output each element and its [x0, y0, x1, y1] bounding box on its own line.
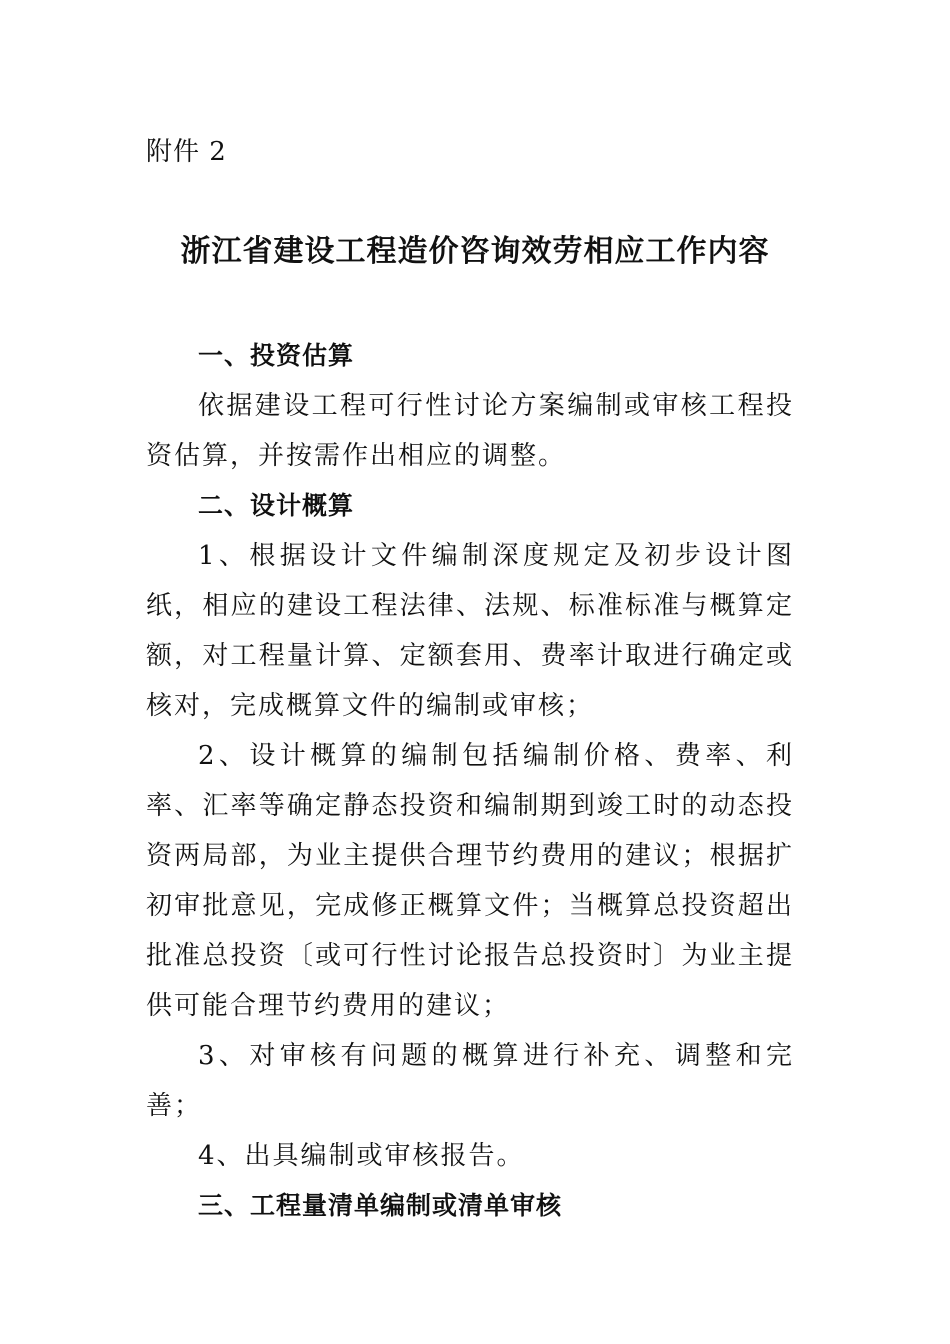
- paragraph: 依据建设工程可行性讨论方案编制或审核工程投资估算，并按需作出相应的调整。: [146, 391, 794, 471]
- section-heading: 三、工程量清单编制或清单审核: [198, 1191, 563, 1220]
- document-body: [146, 331, 794, 1231]
- paragraph: 3、对审核有问题的概算进行补充、调整和完善；: [146, 1041, 794, 1121]
- section-heading: 一、投资估算: [198, 341, 355, 370]
- section-investment-estimate: [146, 331, 794, 481]
- paragraph: 4、出具编制或审核报告。: [198, 1141, 525, 1171]
- attachment-label: 附件 2: [146, 137, 227, 167]
- paragraph: 2、设计概算的编制包括编制价格、费率、利率、汇率等确定静态投资和编制期到竣工时的动态投资两局部，为业主提供合理节约费用的建议；根据扩初审批意见，完成修正概算文件；当概算总投资超出批准总投资〔或可行性讨论报告总投资时〕为业主提供可能合理节约费用的建议；: [146, 741, 794, 1021]
- section-design-estimate: [146, 481, 794, 1181]
- section-bill-of-quantities: [146, 1181, 794, 1231]
- section-heading: 二、设计概算: [198, 491, 355, 520]
- paragraph: 1、根据设计文件编制深度规定及初步设计图纸，相应的建设工程法律、法规、标准标准与概算定额，对工程量计算、定额套用、费率计取进行确定或核对，完成概算文件的编制或审核；: [146, 541, 794, 721]
- page-title: 浙江省建设工程造价咨询效劳相应工作内容: [180, 234, 770, 269]
